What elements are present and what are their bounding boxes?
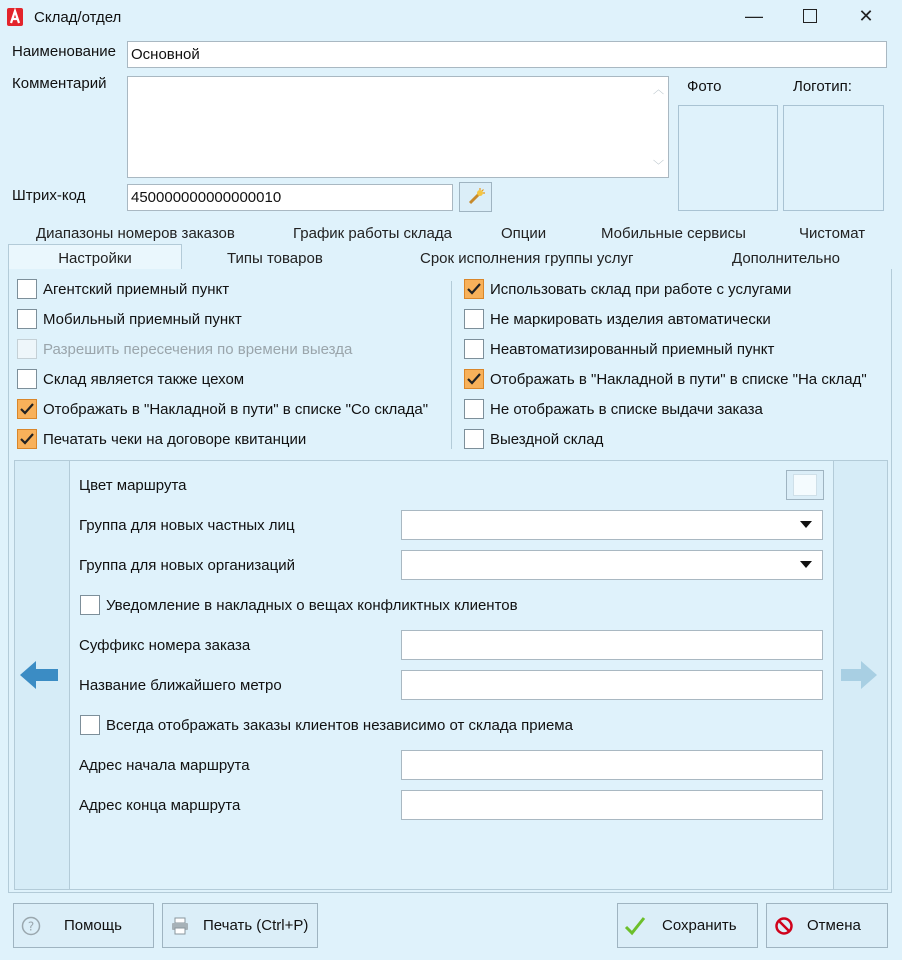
barcode-value: 450000000000000010 [131, 189, 282, 206]
tab-additional[interactable]: Дополнительно [732, 250, 840, 267]
checkbox-box [17, 339, 37, 359]
checkbox-row-right-2[interactable] [464, 337, 774, 361]
tab-settings-label: Настройки [58, 249, 132, 267]
group-org-label: Группа для новых организаций [79, 557, 295, 574]
checkbox-row-left-0[interactable] [17, 277, 229, 301]
checkbox-row-left-1[interactable] [17, 307, 242, 331]
tab-options[interactable]: Опции [501, 225, 547, 242]
checkbox-checked[interactable] [464, 279, 484, 299]
group-org-select[interactable] [401, 550, 823, 580]
checkmark-icon [466, 372, 482, 386]
checkbox-box[interactable] [80, 595, 100, 615]
nav-next-button[interactable] [833, 460, 888, 890]
notify-conflict-checkbox[interactable] [80, 593, 518, 617]
always-show-label: Всегда отображать заказы клиентов независимо от склада приема [106, 716, 573, 734]
name-input[interactable] [127, 41, 887, 68]
checkbox-label: Отображать в "Накладной в пути" в списке "На склад" [490, 370, 867, 388]
logo-label: Логотип: [793, 78, 852, 95]
scroll-up-icon[interactable]: ︿ [653, 84, 664, 96]
checkbox-box[interactable] [17, 309, 37, 329]
svg-text:?: ? [27, 919, 35, 933]
checkbox-row-right-3[interactable] [464, 367, 867, 391]
checkmark-icon [19, 432, 35, 446]
photo-label: Фото [687, 78, 722, 95]
help-icon [20, 915, 42, 937]
order-suffix-label: Суффикс номера заказа [79, 637, 251, 654]
barcode-label: Штрих-код [12, 187, 86, 204]
checkbox-box[interactable] [464, 339, 484, 359]
app-logo-icon [7, 8, 23, 26]
checkbox-box[interactable] [464, 399, 484, 419]
checkmark-icon [19, 402, 35, 416]
route-start-label: Адрес начала маршрута [79, 757, 250, 774]
nav-prev-button[interactable] [14, 460, 70, 890]
route-end-label: Адрес конца маршрута [79, 797, 241, 814]
group-private-select[interactable] [401, 510, 823, 540]
arrow-left-icon [20, 661, 58, 689]
checkbox-row-right-1[interactable] [464, 307, 771, 331]
checkbox-label: Разрешить пересечения по времени выезда [43, 340, 353, 358]
help-button[interactable] [13, 903, 154, 948]
checkbox-row-left-5[interactable] [17, 427, 306, 451]
printer-icon [169, 915, 191, 937]
scroll-down-icon[interactable]: ﹀ [653, 160, 664, 172]
checkbox-label: Склад является также цехом [43, 370, 245, 388]
checkbox-row-left-4[interactable] [17, 397, 428, 421]
order-suffix-input[interactable] [401, 630, 823, 660]
checkbox-box[interactable] [464, 429, 484, 449]
cancel-icon [773, 915, 795, 937]
checkmark-icon [624, 915, 646, 937]
barcode-input[interactable] [127, 184, 453, 211]
checkbox-box[interactable] [17, 279, 37, 299]
name-value: Основной [131, 46, 200, 63]
always-show-checkbox[interactable] [80, 713, 573, 737]
column-divider [451, 281, 452, 449]
checkbox-checked[interactable] [464, 369, 484, 389]
checkbox-label: Не маркировать изделия автоматически [490, 310, 771, 328]
checkbox-checked[interactable] [17, 429, 37, 449]
checkbox-label: Неавтоматизированный приемный пункт [490, 340, 775, 358]
checkbox-box[interactable] [17, 369, 37, 389]
checkbox-label: Мобильный приемный пункт [43, 310, 242, 328]
maximize-button[interactable] [782, 0, 838, 32]
checkmark-icon [466, 282, 482, 296]
checkbox-label: Выездной склад [490, 430, 604, 448]
checkbox-box[interactable] [80, 715, 100, 735]
tab-schedule[interactable]: График работы склада [293, 225, 452, 242]
checkbox-label: Отображать в "Накладной в пути" в списке "Со склада" [43, 400, 429, 418]
checkbox-row-left-3[interactable] [17, 367, 244, 391]
comment-label: Комментарий [12, 75, 107, 92]
tab-service-terms[interactable]: Срок исполнения группы услуг [420, 250, 634, 267]
logo-box[interactable] [783, 105, 884, 211]
checkbox-row-left-2 [17, 337, 352, 361]
route-color-picker[interactable] [786, 470, 824, 500]
print-button[interactable] [162, 903, 318, 948]
checkbox-label: Не отображать в списке выдачи заказа [490, 400, 763, 418]
minimize-icon: — [745, 5, 763, 26]
arrow-right-icon [841, 661, 877, 689]
route-color-label: Цвет маршрута [79, 477, 187, 494]
route-start-input[interactable] [401, 750, 823, 780]
save-button[interactable] [617, 903, 758, 948]
help-button-label: Помощь [64, 917, 122, 934]
tab-chistomat[interactable]: Чистомат [799, 225, 866, 242]
cancel-button-label: Отмена [807, 917, 861, 934]
checkbox-box[interactable] [464, 309, 484, 329]
route-end-input[interactable] [401, 790, 823, 820]
checkbox-row-right-0[interactable] [464, 277, 791, 301]
tab-order-ranges[interactable]: Диапазоны номеров заказов [36, 225, 235, 242]
photo-box[interactable] [678, 105, 778, 211]
minimize-button[interactable] [726, 0, 782, 32]
tab-mobile-services[interactable]: Мобильные сервисы [601, 225, 746, 242]
checkbox-row-right-5[interactable] [464, 427, 603, 451]
checkbox-row-right-4[interactable] [464, 397, 763, 421]
name-label: Наименование [12, 43, 116, 60]
metro-input[interactable] [401, 670, 823, 700]
wand-icon [467, 188, 485, 206]
checkbox-label: Печатать чеки на договоре квитанции [43, 430, 307, 448]
color-swatch [793, 474, 817, 496]
notify-conflict-label: Уведомление в накладных о вещах конфликтных клиентов [106, 596, 518, 614]
maximize-icon [803, 9, 817, 23]
title-bar [0, 0, 902, 36]
close-button[interactable] [838, 0, 894, 32]
save-button-label: Сохранить [662, 917, 737, 934]
window-title: Склад/отдел [34, 9, 122, 26]
metro-label: Название ближайшего метро [79, 677, 282, 694]
tab-product-types[interactable]: Типы товаров [227, 250, 323, 267]
tab-settings[interactable] [8, 244, 182, 271]
chevron-down-icon [800, 561, 812, 568]
print-button-label: Печать (Ctrl+P) [203, 917, 309, 934]
checkbox-label: Агентский приемный пункт [43, 280, 230, 298]
checkbox-label: Использовать склад при работе с услугами [490, 280, 792, 298]
group-private-label: Группа для новых частных лиц [79, 517, 295, 534]
comment-textarea[interactable] [127, 76, 669, 178]
cancel-button[interactable] [766, 903, 888, 948]
close-icon: ✕ [858, 5, 874, 26]
checkbox-checked[interactable] [17, 399, 37, 419]
barcode-generate-button[interactable] [459, 182, 492, 212]
chevron-down-icon [800, 521, 812, 528]
